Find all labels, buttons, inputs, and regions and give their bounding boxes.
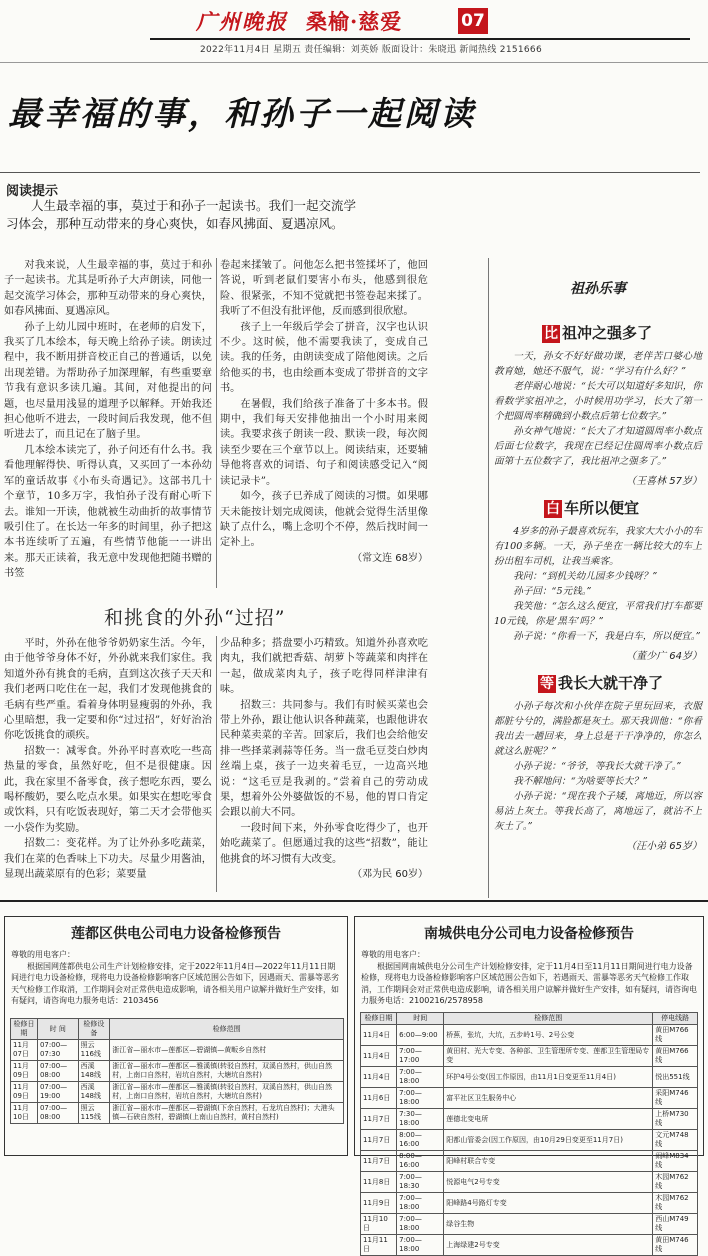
table-cell: 阳峰村联合专变	[444, 1151, 653, 1172]
table-cell: 桥蕉，张坑，大坑，五步岭1号、2号公变	[444, 1025, 653, 1046]
sidebar-paragraph: 孙子说：“你看一下，我是白车，所以便宜。”	[513, 631, 701, 642]
table-cell: 7:00—18:30	[397, 1172, 444, 1193]
table-cell: 11月7日	[361, 1130, 397, 1151]
table-cell: 11月09日	[11, 1061, 38, 1082]
ad-left-table	[10, 1018, 344, 1124]
table-cell: 照云 115线	[78, 1103, 110, 1124]
ad-greeting: 尊敬的用电客户：	[361, 950, 425, 959]
table-row	[361, 1214, 698, 1235]
table-cell: 07:00—07:30	[37, 1040, 78, 1061]
table-cell: 浙江省—丽水市—莲都区—雅溪镇(转驳自然村，双溪自然村，供山自然村，上南口自然村，岩坑自然村，大塘坑自然村)	[110, 1082, 344, 1103]
table-cell: 照云 116线	[78, 1040, 110, 1061]
ad-text: 根据国网南城供电分公司生产计划检修安排，定于11月4日至11月11日期间进行电力设备检修，现将电力设备检修影响客户区域范围公告如下，若遇雨天、雷暴等恶劣天气检修工作取消，工作期间会对正常供电造成影响，请各相关用户谅解并做好生产安排，如有疑问，请咨询电力服务电话：2100216/2578958	[361, 961, 697, 1005]
ad-title: 南城供电分公司电力设备检修预告	[424, 926, 634, 942]
table-cell: 11月4日	[361, 1067, 397, 1088]
table-header: 检修范围	[444, 1013, 653, 1025]
table-cell: 黄田村、光大专变、各种部、卫生管理所专变、莲都卫生管理局专变	[444, 1046, 653, 1067]
table-cell: 浙江省—丽水市—莲都区—碧湖镇(下余自然村，石龙坑自然村)；大港头镇—石硖自然村，碧湖镇(上南山自然村，黄村自然村)	[110, 1103, 344, 1124]
table-cell: 07:00—08:00	[37, 1103, 78, 1124]
table-cell: 闹峰M834线	[653, 1151, 698, 1172]
table-cell: 上海绿建2号专变	[444, 1235, 653, 1256]
table-header: 停电线路	[653, 1013, 698, 1025]
table-header-row	[361, 1013, 698, 1025]
table-row	[11, 1103, 344, 1124]
sidebar-paragraph: 我不解地问：“为啥要等长大？”	[513, 776, 648, 787]
story-paragraph: 一段时间下来，外孙零食吃得少了，也开始吃蔬菜了。但愿通过我的这些“招数”，能让他挑食的坏习惯有大改变。	[220, 822, 428, 865]
story-paragraph: 孩子上一年级后学会了拼音，汉字也认识不少。这时候，他不需要我读了，变成自己读。我的任务，由朗读变成了陪他阅读。之后给他买的书，也由绘画本变成了带拼音的文字书。	[220, 321, 428, 395]
page-headline: 最幸福的事，和孙子一起阅读	[8, 94, 476, 133]
table-cell: 7:00—18:00	[397, 1193, 444, 1214]
ad-title: 莲都区供电公司电力设备检修预告	[71, 926, 281, 942]
sidebar-item-heading	[542, 322, 702, 343]
table-row	[361, 1151, 698, 1172]
author-signature: （常文连 68岁）	[352, 552, 428, 564]
table-row	[361, 1025, 698, 1046]
table-cell: 11月09日	[11, 1082, 38, 1103]
table-cell: 7:30—18:00	[397, 1109, 444, 1130]
story1-col2	[220, 258, 428, 566]
intro-title: 阅读提示	[6, 184, 59, 199]
headline-rule	[0, 172, 700, 173]
table-cell: 11月4日	[361, 1046, 397, 1067]
story-paragraph: 几本绘本读完了，孙子问还有什么书。我看他理解得快、听得认真，又买回了一本孙幼军的童话故事《小布头奇遇记》。这部书几十个章节，10多万字，我怕孙子没有耐心听下去。谁知一开读，他就被生动曲折的故事情节吸引住了。在长达一年多的时间里，孙子把这本书连续听了五遍，有些情节他能一一讲出来。那天正读着，我无意中发现他把随书赠的书签	[4, 444, 212, 580]
table-cell: 6:00—9:00	[397, 1025, 444, 1046]
table-cell: 11月11日	[361, 1235, 397, 1256]
masthead-meta: 2022年11月4日 星期五 责任编辑：刘英娇 版面设计：朱晓迅 新闻热线 2151666	[200, 45, 542, 55]
author-signature: （汪小弟 65岁）	[626, 841, 702, 852]
table-cell: 11月6日	[361, 1088, 397, 1109]
table-row	[361, 1193, 698, 1214]
table-cell: 11月8日	[361, 1172, 397, 1193]
heading-rest: 祖冲之强多了	[562, 324, 653, 342]
table-cell: 木园M762线	[653, 1193, 698, 1214]
table-row	[11, 1082, 344, 1103]
table-cell: 木园M762线	[653, 1172, 698, 1193]
table-cell: 西溪 148线	[78, 1082, 110, 1103]
table-cell: 莲德北变电所	[444, 1109, 653, 1130]
heading-initial: 比	[544, 326, 558, 342]
table-row	[361, 1130, 698, 1151]
table-cell: 环护4号公变(因工作原因，由11月1日变更至11月4日)	[444, 1067, 653, 1088]
table-row	[11, 1061, 344, 1082]
sidebar-paragraph: 老伴耐心地说：“长大可以知道好多知识，你看数学家祖冲之，小时候用功学习，长大了第一个把圆周率精确到小数点后第七位数字。”	[494, 381, 702, 422]
table-cell: 11月10日	[361, 1214, 397, 1235]
table-row	[361, 1235, 698, 1256]
table-cell: 绿谷生物	[444, 1214, 653, 1235]
table-header: 检修日期	[361, 1013, 397, 1025]
table-cell: 上桥M730线	[653, 1109, 698, 1130]
column-divider	[216, 258, 217, 588]
table-cell: 11月4日	[361, 1025, 397, 1046]
table-cell: 7:00—18:00	[397, 1067, 444, 1088]
table-cell: 8:00—16:00	[397, 1151, 444, 1172]
sidebar-item-heading	[544, 497, 702, 518]
ad-right-table	[360, 1012, 698, 1256]
table-header-row	[11, 1019, 344, 1040]
table-header: 检修日期	[11, 1019, 38, 1040]
column-name: 桑榆·慈爱	[306, 9, 403, 34]
table-cell: 黄田M766线	[653, 1025, 698, 1046]
sidebar-logo: 祖孙乐事	[570, 281, 626, 297]
table-header: 时 间	[37, 1019, 78, 1040]
story-paragraph: 孙子上幼儿园中班时，在老师的启发下，我买了几本绘本，每天晚上给孙子读。朗读过程中，我不断用拼音校正自己的普通话，以免出现差错。为帮助孙子加深理解，有些重要章节我有意识多读几遍。其间，对他提出的问题，也尽量用浅显的道理予以解释。开始我还担心他听不进去，一段时间后我发现，他不但听进去了，而且记在了脑子里。	[4, 321, 212, 441]
table-cell: 07:00—19:00	[37, 1082, 78, 1103]
masthead	[0, 0, 708, 60]
story-paragraph: 招数二：变花样。为了让外孙多吃蔬菜，我们在菜的色香味上下功夫。尽量少用酱油，显现出蔬菜原有的色彩；菜要量	[4, 838, 212, 881]
table-cell: 采阳M746线	[653, 1088, 698, 1109]
table-header: 时间	[397, 1013, 444, 1025]
story-paragraph: 如今，孩子已养成了阅读的习惯。如果哪天未能按计划完成阅读，他就会觉得生活里像缺了点什么，嘴上念叨个不停，然后找时间一定补上。	[220, 491, 428, 549]
table-row	[361, 1109, 698, 1130]
sidebar-paragraph: 一天，孙女不好好做功课，老伴苦口婆心地教育她，她还不服气，说：“学习有什么好？”	[494, 351, 702, 377]
table-cell: 11月07日	[11, 1040, 38, 1061]
author-signature: （王喜林 57岁）	[626, 476, 702, 487]
heading-initial: 等	[540, 676, 554, 692]
table-cell: 悦出551线	[653, 1067, 698, 1088]
table-cell: 11月10日	[11, 1103, 38, 1124]
column-divider	[216, 636, 217, 892]
story-paragraph: 招数三：共同参与。我们有时候买菜也会带上外孙，跟让他认识各种蔬菜，也跟他讲农民种菜卖菜的辛苦。回家后，我们也会给他安排一些择菜剥蒜等任务。当一盘毛豆茭白炒肉丝端上桌，孩子一边夹着毛豆，一边高兴地说：“这毛豆是我剥的。”尝着自己的劳动成果，想着外公外婆做饭的不易，他的胃口肯定会跟以前大不同。	[220, 699, 428, 819]
table-row	[361, 1088, 698, 1109]
column-divider	[488, 258, 489, 898]
author-signature: （邓为民 60岁）	[352, 869, 428, 881]
table-cell: 阳都山管委会(因工作原因，由10月29日变更至11月7日)	[444, 1130, 653, 1151]
divider	[0, 62, 708, 63]
table-cell: 悦源电气2号专变	[444, 1172, 653, 1193]
story-paragraph: 对我来说，人生最幸福的事，莫过于和孙子一起读书。尤其是听孙子大声朗读，同他一起交流学习体会，那种互动带来的身心爽快，如春风拂面、夏遇凉风。	[4, 260, 212, 318]
table-cell: 8:00—16:00	[397, 1130, 444, 1151]
sidebar-paragraph: 小孙子每次和小伙伴在院子里玩回来，衣服都脏兮兮的，满脸都是灰土。那天我训他：“你看我出去一趟回来，身上总是干干净净的，你怎么就这么脏呢？”	[494, 701, 702, 757]
story1-col1	[4, 258, 212, 582]
table-cell: 7:00—17:00	[397, 1046, 444, 1067]
story2-col1	[4, 636, 212, 883]
story2-title: 和挑食的外孙“过招”	[104, 607, 286, 629]
table-cell: 黄田M766线	[653, 1046, 698, 1067]
sidebar-paragraph: 4岁多的孙子最喜欢玩车，我家大大小小的车有100多辆。一天，孙子坐在一辆比较大的车上扮出租车司机，让我当乘客。	[494, 526, 702, 567]
table-row	[361, 1172, 698, 1193]
story-paragraph: 少品种多；搭盘要小巧精致。知道外孙喜欢吃肉丸，我们就把香菇、胡萝卜等蔬菜和肉拌在一起，做成菜肉丸子，孩子吃得同样津津有味。	[220, 638, 428, 696]
page-number: 07	[458, 8, 488, 34]
newspaper-name: 广州晚报	[196, 9, 288, 34]
sidebar-paragraph: 孙女神气地说：“长大了才知道圆周率小数点后面七位数字，我现在已经记住圆周率小数点后面第十五位数字了，我比祖冲之强多了。”	[494, 426, 702, 467]
story-paragraph: 平时，外孙在他爷爷奶奶家生活。今年，由于他爷爷身体不好，外孙就来我们家住。我知道外孙有挑食的毛病，直到这次孩子天天和我们老两口吃住在一起，我们才发现他挑食的毛病有些严重。看着身体明显瘦弱的外孙，我心里暗想，我一定要和你“过过招”，好好治治你吃饭挑食的顽疾。	[4, 638, 212, 742]
sidebar-paragraph: 孙子回：“5元钱。”	[513, 586, 592, 597]
table-row	[361, 1046, 698, 1067]
table-cell: 阳峰路4号路灯专变	[444, 1193, 653, 1214]
table-cell: 浙江省—丽水市—莲都区—雅溪镇(转驳自然村，双溪自然村，供山自然村，上南口自然村，岩坑自然村，大塘坑自然村)	[110, 1061, 344, 1082]
sidebar-paragraph: 小孙子说：“爷爷，等我长大就干净了。”	[513, 761, 682, 772]
story-paragraph: 卷起来揉皱了。问他怎么把书签揉坏了，他回答说，听到老鼠们要害小布头，他感到很危险、很紧张，不知不觉就把书签卷起来揉了。我听了不但没有批评他，反而感到很欣慰。	[220, 260, 428, 318]
ad-greeting: 尊敬的用电客户：	[11, 950, 75, 959]
table-cell: 07:00—08:00	[37, 1061, 78, 1082]
masthead-rule	[150, 38, 690, 40]
heading-initial: 白	[546, 501, 560, 517]
table-cell: 富平社区卫生服务中心	[444, 1088, 653, 1109]
table-header: 检修范围	[110, 1019, 344, 1040]
table-row	[11, 1040, 344, 1061]
heading-rest: 我长大就干净了	[558, 674, 664, 692]
sidebar-item-heading	[538, 672, 702, 693]
sidebar-paragraph: 我笑他：“怎么这么便宜，平常我们打车都要10元钱，你是‘黑车’吗？”	[494, 601, 702, 627]
table-cell: 浙江省—丽水市—莲都区—碧湖镇—黄畈乡自然村	[110, 1040, 344, 1061]
table-cell: 11月9日	[361, 1193, 397, 1214]
table-header: 检修设备	[78, 1019, 110, 1040]
table-row	[361, 1067, 698, 1088]
table-cell: 西山M749线	[653, 1214, 698, 1235]
table-cell: 7:00—18:00	[397, 1235, 444, 1256]
intro-text: 人生最幸福的事，莫过于和孙子一起读书。我们一起交流学习体会，那种互动带来的身心爽快，如春风拂面、夏遇凉风。	[6, 198, 357, 231]
sidebar-paragraph: 小孙子说：“现在我个子矮，离地近，所以容易沾上灰土。等我长高了，离地远了，就沾不上灰土了。”	[494, 791, 702, 832]
table-cell: 黄田M746线	[653, 1235, 698, 1256]
table-cell: 7:00—18:00	[397, 1088, 444, 1109]
table-cell: 西溪 148线	[78, 1061, 110, 1082]
table-cell: 11月7日	[361, 1109, 397, 1130]
ad-text: 根据国网莲都供电公司生产计划检修安排，定于2022年11月4日—2022年11月11日期间进行电力设备检修，现将电力设备检修影响客户区域范围公告如下，因遇雨天、雷暴等恶劣天气检修工作取消，工作期间会对正常供电造成影响，请各相关用户谅解并做好生产安排，如有疑问，请咨询电力服务电话：2103456	[11, 961, 339, 1005]
heading-rest: 车所以便宜	[564, 499, 640, 517]
story-paragraph: 招数一：减零食。外孙平时喜欢吃一些高热量的零食，虽然好吃，但不是很健康。因此，我在家里不备零食，孩子想吃东西，要么喝杯酸奶，要么吃点水果。如果实在想吃零食或饮料，只有吃饭表现好，第二天才会带他买一小袋作为奖励。	[4, 745, 212, 834]
sidebar-paragraph: 我问：“到机关幼儿园多少钱呀？”	[513, 571, 658, 582]
author-signature: （董少广 64岁）	[626, 651, 702, 662]
story-paragraph: 在暑假，我们给孩子准备了十多本书。假期中，我们每天安排他抽出一个小时用来阅读。我要求孩子朗读一段、默读一段，每次阅读至少要在三个章节以上。阅读结束，还要辅导他将喜欢的词语、句子和阅读感受记入“阅读记录卡”。	[220, 398, 428, 487]
table-cell: 11月7日	[361, 1151, 397, 1172]
story2-col2	[220, 636, 428, 883]
table-cell: 文元M748线	[653, 1130, 698, 1151]
section-rule	[0, 900, 708, 902]
sidebar	[494, 262, 702, 852]
table-cell: 7:00—18:00	[397, 1214, 444, 1235]
